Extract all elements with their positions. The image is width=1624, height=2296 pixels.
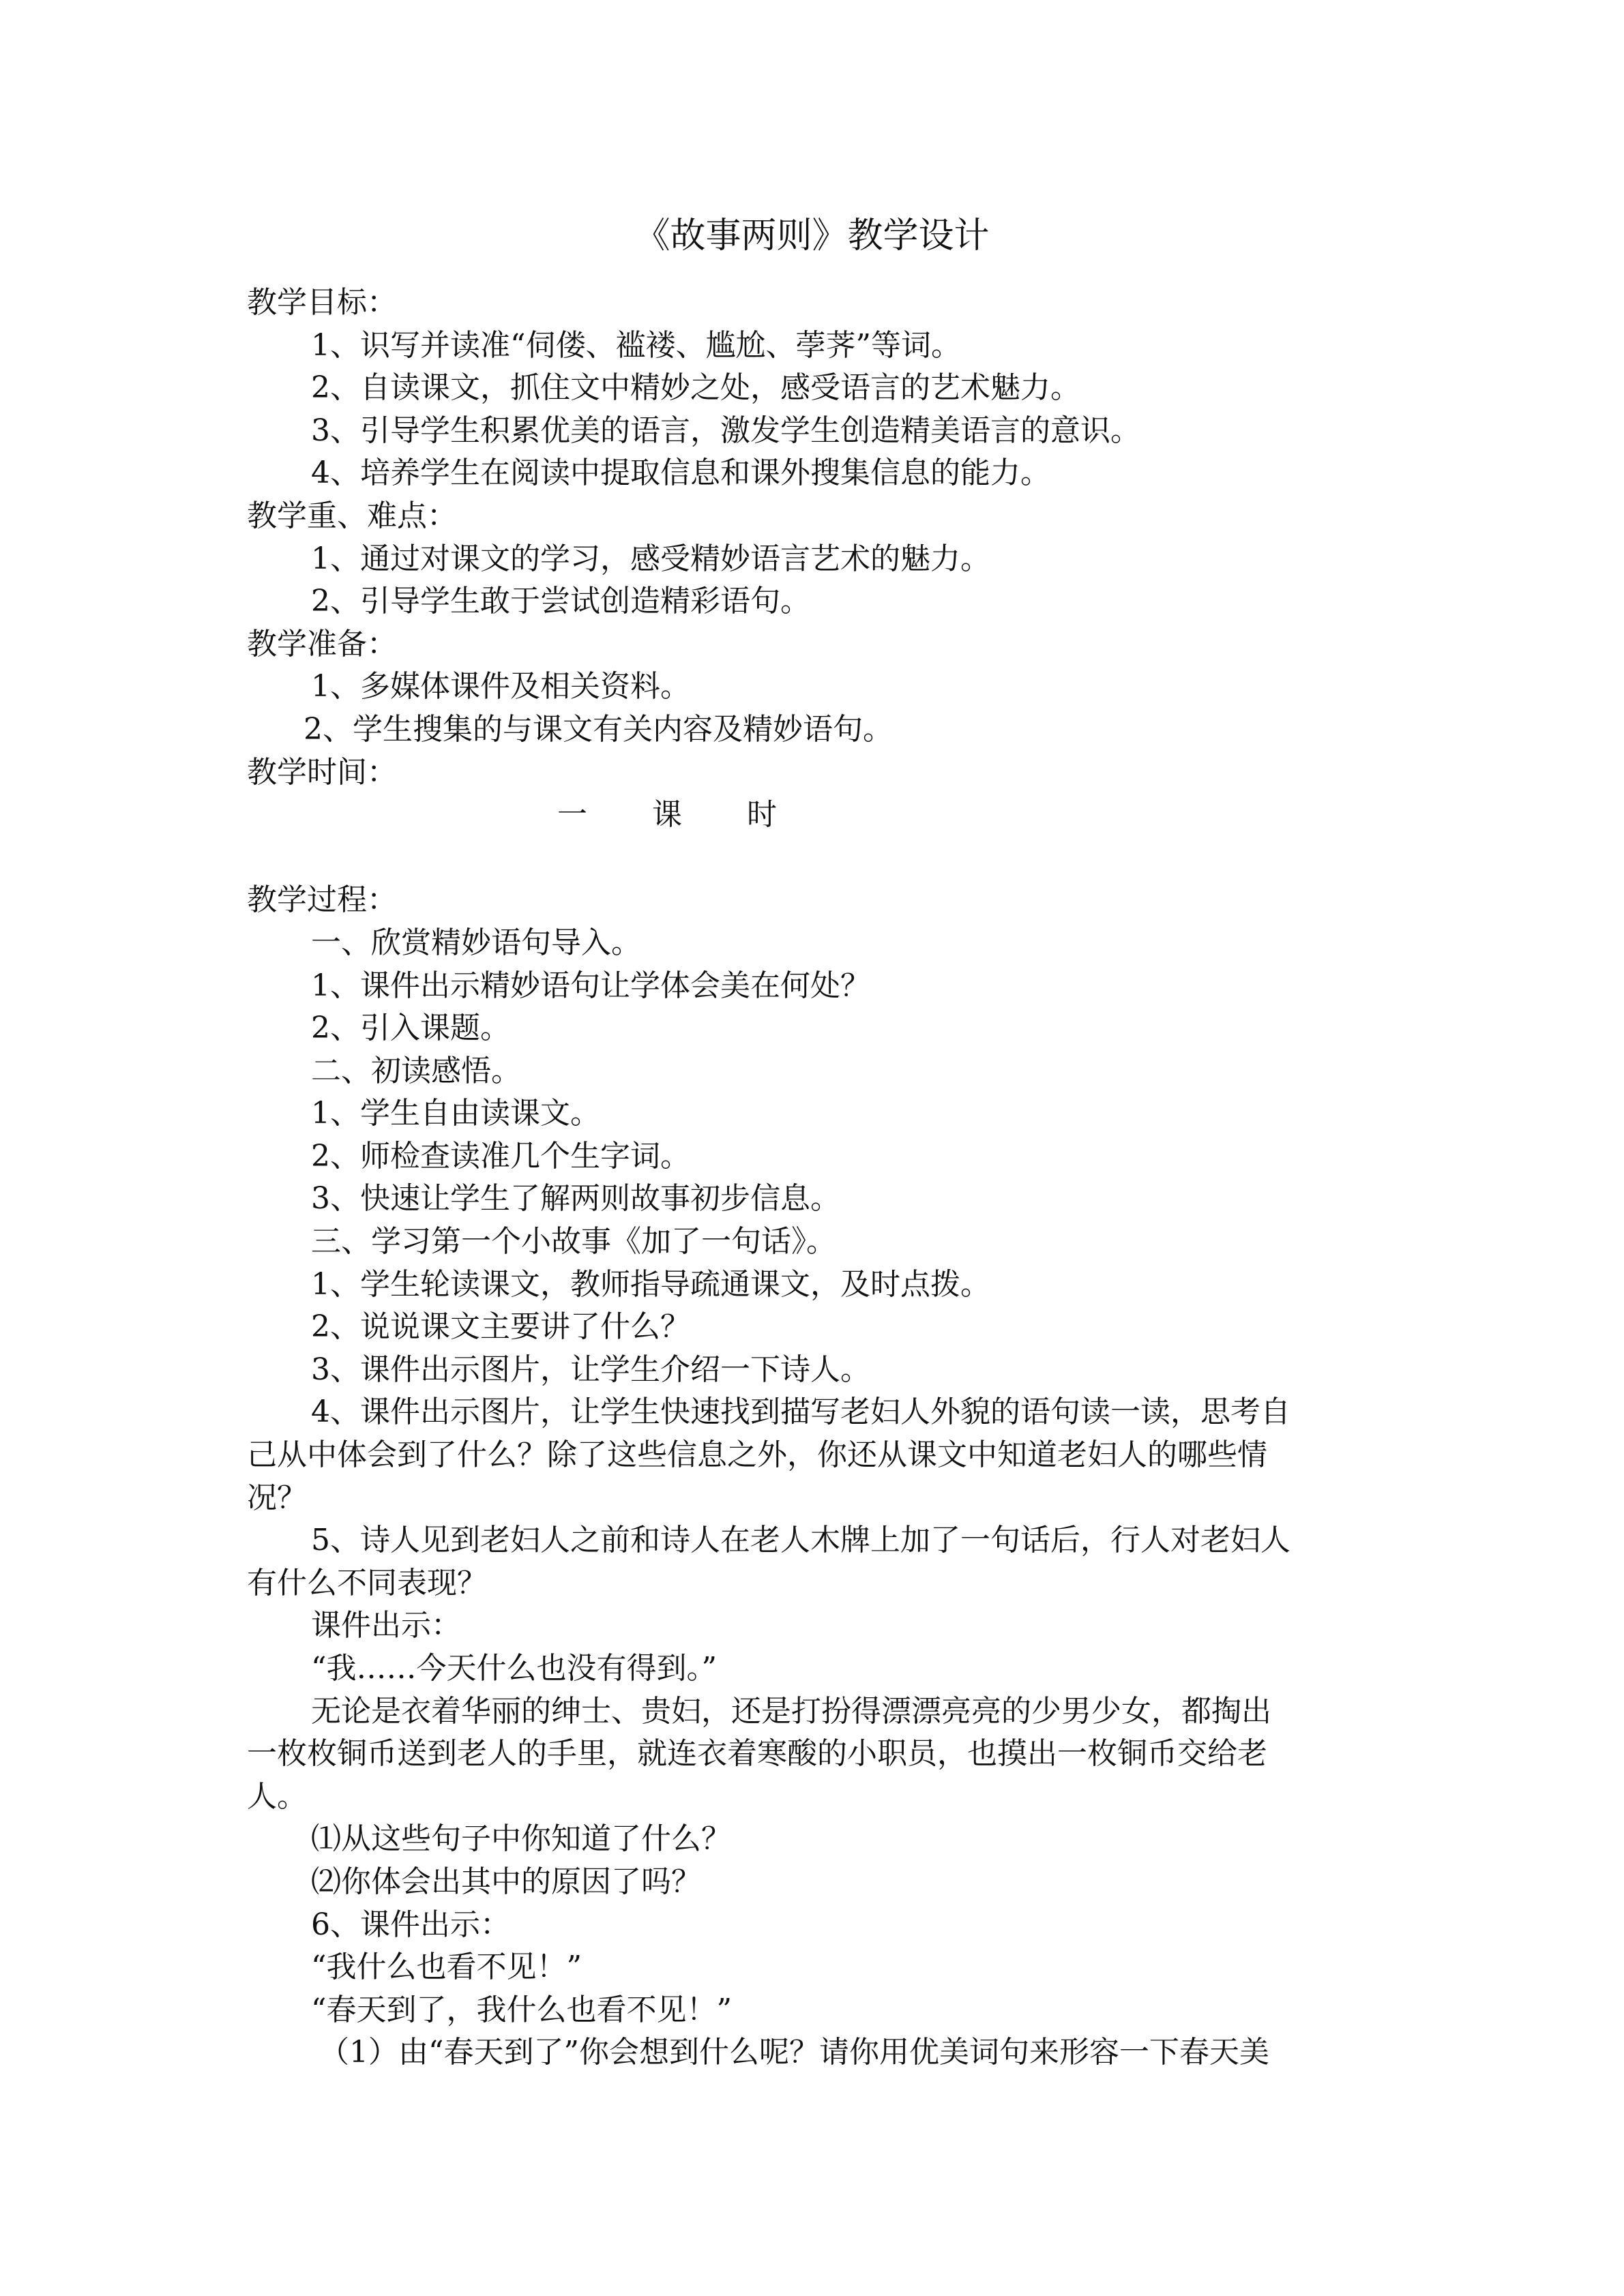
process-line: 3、快速让学生了解两则故事初步信息。 xyxy=(311,1181,840,1217)
quote-line: “春天到了，我什么也看不见！” xyxy=(311,1992,732,2027)
time-value xyxy=(247,794,1379,837)
process-line: 有什么不同表现？ xyxy=(247,1565,487,1600)
process-line: 1、课件出示精妙语句让学体会美在何处？ xyxy=(311,968,870,1003)
process-line: 人。 xyxy=(247,1778,307,1814)
goal-item: 4、培养学生在阅读中提取信息和课外搜集信息的能力。 xyxy=(311,456,1050,491)
process-line: 2、引入课题。 xyxy=(311,1011,510,1046)
preparation-item: 2、学生搜集的与课文有关内容及精妙语句。 xyxy=(304,711,893,747)
quote-line: “我……今天什么也没有得到。” xyxy=(311,1651,717,1686)
document-title: 《故事两则》教学设计 xyxy=(634,215,990,256)
goal-item: 2、自读课文，抓住文中精妙之处，感受语言的艺术魅力。 xyxy=(311,370,1080,406)
process-line: ⑴从这些句子中你知道了什么？ xyxy=(311,1821,731,1857)
time-char: 一 xyxy=(557,797,587,833)
process-line: 4、课件出示图片，让学生快速找到描写老妇人外貌的语句读一读，思考自 xyxy=(311,1395,1290,1430)
process-line: 一枚枚铜币送到老人的手里，就连衣着寒酸的小职员，也摸出一枚铜币交给老 xyxy=(247,1736,1267,1772)
process-line: 况？ xyxy=(247,1480,307,1515)
process-line: 课件出示： xyxy=(311,1608,461,1643)
goals-heading: 教学目标： xyxy=(247,285,397,320)
process-line: 二、初读感悟。 xyxy=(311,1053,521,1088)
key-point-item: 2、引导学生敢于尝试创造精彩语句。 xyxy=(311,584,810,619)
goal-item: 3、引导学生积累优美的语言，激发学生创造精美语言的意识。 xyxy=(311,413,1140,448)
process-line: 1、学生自由读课文。 xyxy=(311,1096,600,1131)
process-line: 三、学习第一个小故事《加了一句话》。 xyxy=(311,1224,836,1259)
key-point-item: 1、通过对课文的学习，感受精妙语言艺术的魅力。 xyxy=(311,541,990,576)
time-char: 课 xyxy=(652,797,682,833)
process-line: 1、学生轮读课文，教师指导疏通课文，及时点拨。 xyxy=(311,1266,990,1302)
spacer xyxy=(247,837,1379,880)
process-heading: 教学过程： xyxy=(247,882,397,918)
process-line: 2、师检查读准几个生字词。 xyxy=(311,1138,690,1174)
time-heading: 教学时间： xyxy=(247,754,397,790)
process-line: 2、说说课文主要讲了什么？ xyxy=(311,1309,690,1345)
process-line: 无论是衣着华丽的绅士、贵妇，还是打扮得漂漂亮亮的少男少女，都掏出 xyxy=(311,1693,1271,1729)
quote-line: “我什么也看不见！” xyxy=(311,1950,582,1985)
process-line: 5、诗人见到老妇人之前和诗人在老人木牌上加了一句话后，行人对老妇人 xyxy=(311,1523,1290,1558)
key-points-heading: 教学重、难点： xyxy=(247,498,457,533)
process-line: 己从中体会到了什么？除了这些信息之外，你还从课文中知道老妇人的哪些情 xyxy=(247,1437,1267,1473)
document-body xyxy=(247,282,1379,2074)
preparation-item: 1、多媒体课件及相关资料。 xyxy=(311,669,690,704)
process-line: ⑵你体会出其中的原因了吗？ xyxy=(311,1864,701,1899)
process-line: （1）由“春天到了”你会想到什么呢？请你用优美词句来形容一下春天美 xyxy=(319,2035,1269,2070)
goal-item: 1、识写并读准“伺偻、褴褛、尴尬、荸荠”等词。 xyxy=(311,327,961,363)
process-line: 3、课件出示图片，让学生介绍一下诗人。 xyxy=(311,1352,870,1387)
time-char: 时 xyxy=(747,797,777,833)
process-line: 6、课件出示： xyxy=(311,1907,510,1942)
preparation-heading: 教学准备： xyxy=(247,626,397,661)
process-line: 一、欣赏精妙语句导入。 xyxy=(311,925,641,960)
